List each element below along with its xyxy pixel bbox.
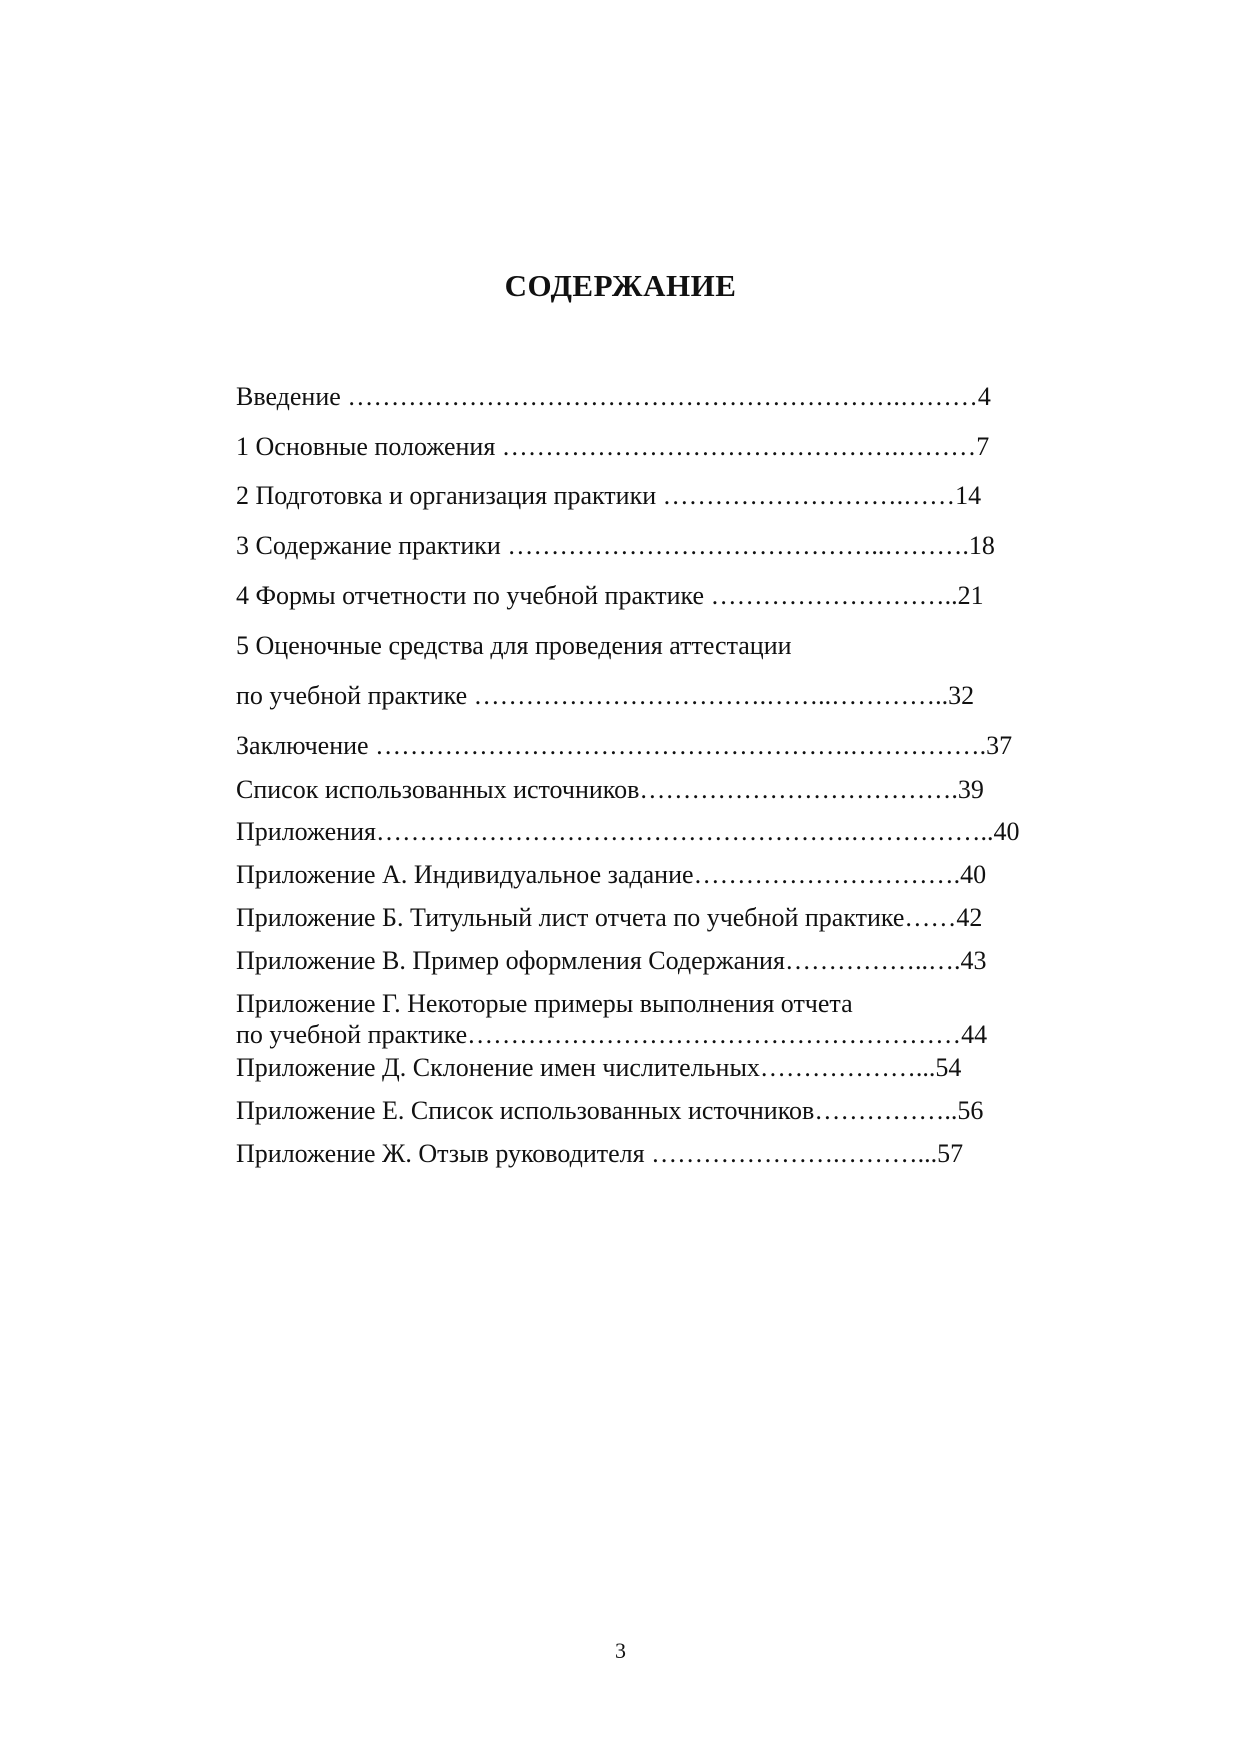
toc-entry[interactable] — [236, 731, 1012, 761]
toc-entry-label: Введение — [236, 382, 348, 411]
toc-entry[interactable] — [236, 903, 982, 933]
toc-entry[interactable] — [236, 775, 984, 805]
toc-entry-label: 3 Содержание практики — [236, 531, 508, 560]
toc-entry[interactable] — [236, 1139, 963, 1169]
toc-entry-label: 1 Основные положения — [236, 432, 502, 461]
toc-entry-page: 39 — [957, 775, 984, 804]
toc-entry-label: 5 Оценочные средства для проведения аттестации — [236, 631, 792, 660]
toc-entry[interactable] — [236, 681, 974, 711]
toc-entry[interactable] — [236, 531, 995, 561]
toc-entry-dots: ……………………….. — [710, 581, 958, 610]
toc-entry-page: 4 — [977, 382, 991, 411]
toc-entry[interactable] — [236, 860, 986, 890]
toc-entry-page: 43 — [960, 946, 987, 975]
toc-entry-dots: ………………... — [759, 1053, 936, 1082]
toc-entry-page: 44 — [961, 1020, 988, 1049]
toc-entry-dots: ………………….………. — [651, 1139, 925, 1168]
toc-entry-dots: …… — [904, 903, 957, 932]
toc-entry-label: Приложение Б. Титульный лист отчета по учебной практике — [236, 903, 905, 932]
toc-entry-label: Приложение А. Индивидуальное задание — [236, 860, 694, 889]
toc-entry-label: Приложение Ж. Отзыв руководителя — [236, 1139, 652, 1168]
toc-entry-label: по учебной практике — [236, 1020, 468, 1049]
toc-entry-label: Приложение Е. Список использованных источников — [236, 1096, 815, 1125]
toc-entry-dots: ………………………………. — [639, 775, 958, 804]
toc-entry-page: ..57 — [924, 1139, 964, 1168]
toc-entry-page: 14 — [955, 481, 982, 510]
toc-entry-page: 21 — [957, 581, 984, 610]
toc-entry-page: 40 — [960, 860, 987, 889]
toc-entry[interactable] — [236, 481, 981, 511]
toc-entry[interactable] — [236, 581, 984, 611]
toc-entry[interactable] — [236, 817, 1019, 847]
toc-entry[interactable] — [236, 432, 989, 462]
page-number: 3 — [615, 1638, 626, 1663]
toc-entry-dots: ……………………………………….……… — [501, 432, 977, 461]
toc-entry[interactable] — [236, 631, 792, 661]
toc-entry[interactable] — [236, 1020, 987, 1050]
toc-entry-page: 37 — [986, 731, 1013, 760]
toc-entry[interactable] — [236, 1053, 961, 1083]
toc-entry-dots: ……………………………………..………. — [507, 531, 969, 560]
toc-entry-page: 18 — [968, 531, 995, 560]
toc-entry-page: 54 — [935, 1053, 962, 1082]
toc-entry-page: 56 — [957, 1096, 984, 1125]
toc-entry[interactable] — [236, 382, 991, 412]
toc-entry-dots: ……………………………………………….……………. — [375, 731, 987, 760]
toc-entry-label: 2 Подготовка и организация практики — [236, 481, 663, 510]
toc-entry-page: 40 — [993, 817, 1020, 846]
toc-entry-dots: ………………………………………………… — [467, 1020, 962, 1049]
toc-entry-page: 7 — [976, 432, 990, 461]
toc-entry-dots: …………….. — [814, 1096, 958, 1125]
toc-entry-label: 4 Формы отчетности по учебной практике — [236, 581, 711, 610]
page-title: СОДЕРЖАНИЕ — [504, 268, 737, 303]
toc-entry-label: Приложение В. Пример оформления Содержания — [236, 946, 785, 975]
toc-entry-label: Приложение Г. Некоторые примеры выполнения отчета — [236, 989, 853, 1018]
toc-entry[interactable] — [236, 1096, 983, 1126]
toc-entry-dots: ……………………….…… — [662, 481, 956, 510]
toc-entry-dots: ……………..…. — [784, 946, 961, 975]
toc-entry-page: 32 — [948, 681, 975, 710]
toc-entry-dots: …………………………. — [693, 860, 961, 889]
toc-entry-label: по учебной практике — [236, 681, 474, 710]
toc-entry-label: Приложения — [236, 817, 376, 846]
toc-entry-label: Список использованных источников — [236, 775, 640, 804]
toc-entry-dots: …………………………….……..………….. — [473, 681, 949, 710]
toc-entry-label: Приложение Д. Склонение имен числительных — [236, 1053, 760, 1082]
toc-entry-page: 42 — [956, 903, 983, 932]
toc-entry-dots: ……………………………………………………….……… — [347, 382, 978, 411]
toc-entry-label: Заключение — [236, 731, 376, 760]
toc-entry[interactable] — [236, 946, 986, 976]
toc-entry-dots: ……………………………………………….…………….. — [375, 817, 994, 846]
toc-entry[interactable] — [236, 989, 853, 1019]
